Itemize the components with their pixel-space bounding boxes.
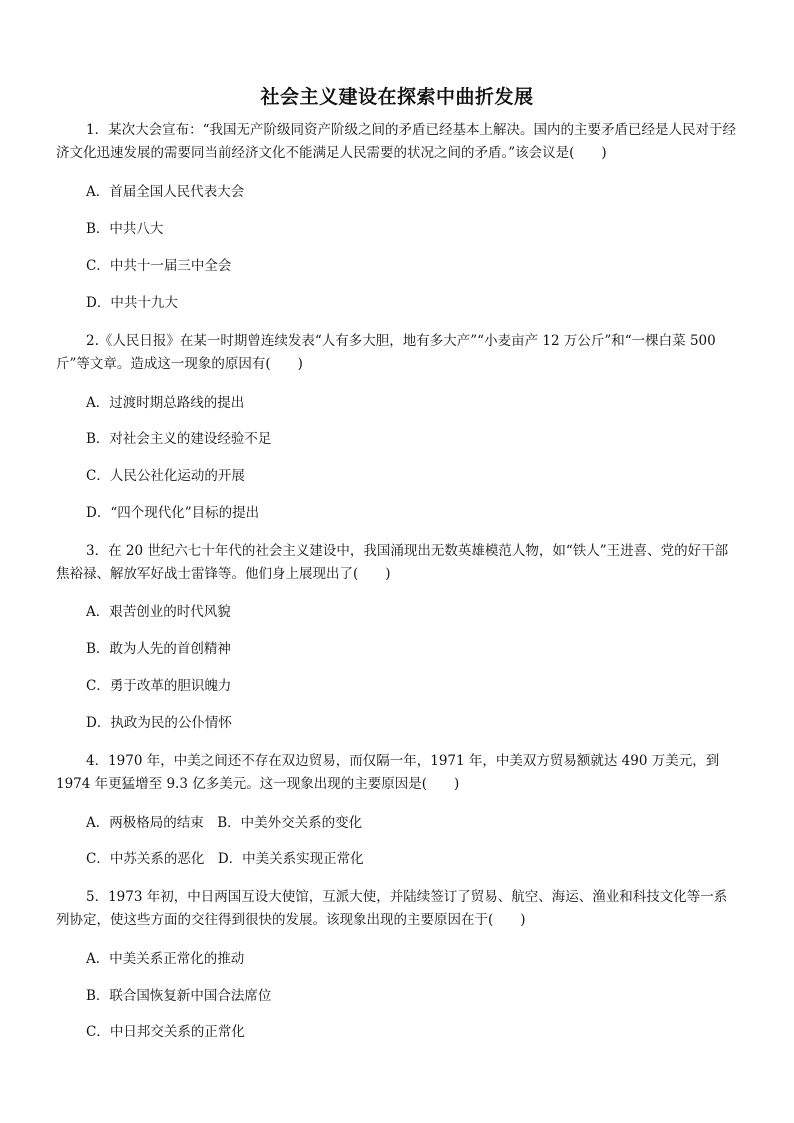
question-2-option-b: B．对社会主义的建设经验不足 xyxy=(86,431,272,447)
question-4-options-ab: A．两极格局的结束 B．中美外交关系的变化 xyxy=(86,815,363,831)
question-5-option-b: B．联合国恢复新中国合法席位 xyxy=(86,988,272,1004)
question-4-stem: 4．1970 年，中美之间还不存在双边贸易，而仅隔一年，1971 年，中美双方贸易额就达 490 万美元，到 1974 年更猛增至 9.3 亿多美元。这一现象出现的主要原因是( ) xyxy=(56,753,720,792)
question-2-stem: 2.《人民日报》在某一时期曾连续发表“人有多大胆，地有多大产”“小麦亩产 12 万公斤”和“一棵白菜 500 斤”等文章。造成这一现象的原因有( ) xyxy=(56,333,716,372)
page-title: 社会主义建设在探索中曲折发展 xyxy=(260,86,534,108)
question-1-option-d: D．中共十九大 xyxy=(86,295,178,311)
question-1-option-c: C．中共十一届三中全会 xyxy=(86,258,232,274)
question-3-stem: 3．在 20 世纪六七十年代的社会主义建设中，我国涌现出无数英雄模范人物，如“铁人”王进喜、党的好干部焦裕禄、解放军好战士雷锋等。他们身上展现出了( ) xyxy=(56,543,729,582)
question-1-option-b: B．中共八大 xyxy=(86,221,164,237)
question-5-option-c: C．中日邦交关系的正常化 xyxy=(86,1024,245,1040)
question-3-option-c: C．勇于改革的胆识魄力 xyxy=(86,678,232,694)
question-2-option-a: A．过渡时期总路线的提出 xyxy=(86,395,245,411)
question-5-option-a: A．中美关系正常化的推动 xyxy=(86,951,245,967)
question-3-option-b: B．敢为人先的首创精神 xyxy=(86,641,231,657)
question-1-stem: 1．某次大会宣布：“我国无产阶级同资产阶级之间的矛盾已经基本上解决。国内的主要矛盾已经是人民对于经济文化迅速发展的需要同当前经济文化不能满足人民需要的状况之间的矛盾。”该会议是( ) xyxy=(56,122,736,161)
question-4-options-cd: C．中苏关系的恶化 D．中美关系实现正常化 xyxy=(86,851,364,867)
question-1-option-a: A．首届全国人民代表大会 xyxy=(86,184,245,200)
question-2-option-c: C．人民公社化运动的开展 xyxy=(86,468,245,484)
question-5-stem: 5．1973 年初，中日两国互设大使馆，互派大使，并陆续签订了贸易、航空、海运、渔业和科技文化等一系列协定，使这些方面的交往得到很快的发展。该现象出现的主要原因在于( ) xyxy=(56,889,728,928)
question-3-option-d: D．执政为民的公仆情怀 xyxy=(86,715,232,731)
question-3-option-a: A．艰苦创业的时代风貌 xyxy=(86,604,231,620)
question-2-option-d: D．“四个现代化”目标的提出 xyxy=(86,505,260,521)
